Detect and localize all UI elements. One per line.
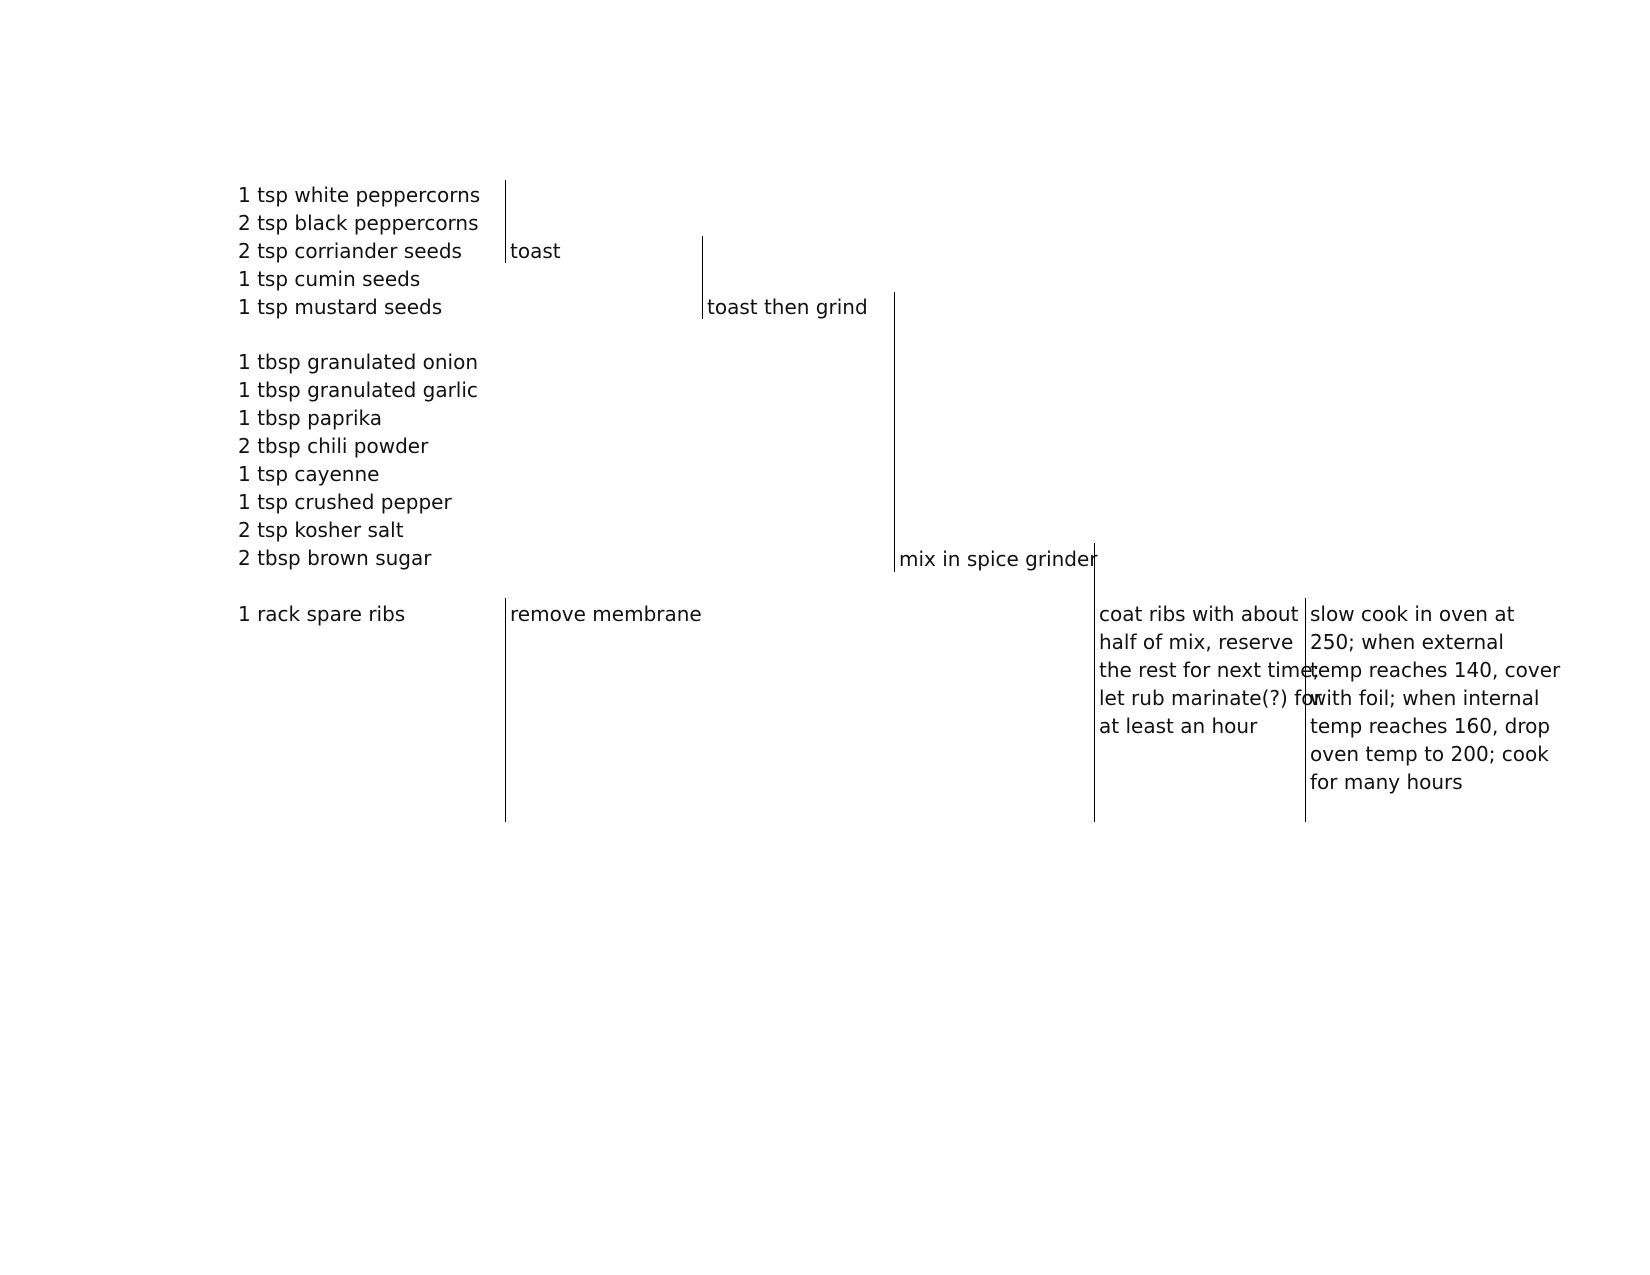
bracket-line-mix [894, 292, 895, 572]
ingredients-group-spices [238, 181, 480, 321]
ingredient-line: 1 tsp white peppercorns [238, 183, 481, 207]
ingredient-line: 1 tbsp paprika [238, 406, 383, 430]
step-line: temp reaches 140, cover [1310, 658, 1561, 682]
ingredient-line: 1 tbsp granulated onion [238, 350, 479, 374]
ingredient-line: 1 rack spare ribs [238, 602, 406, 626]
ingredient-line: 2 tbsp brown sugar [238, 546, 432, 570]
step-line: temp reaches 160, drop [1310, 714, 1551, 738]
step-line: slow cook in oven at [1310, 602, 1515, 626]
step-mix-in-spice-grinder: mix in spice grinder [899, 547, 1098, 571]
ingredient-line: 1 tsp cumin seeds [238, 267, 421, 291]
step-line: let rub marinate(?) for [1099, 686, 1322, 710]
step-toast: toast [510, 239, 561, 263]
step-line: oven temp to 200; cook [1310, 742, 1549, 766]
ingredient-line: 1 tsp cayenne [238, 462, 380, 486]
step-line: at least an hour [1099, 714, 1258, 738]
step-line: the rest for next time; [1099, 658, 1320, 682]
step-line: coat ribs with about [1099, 602, 1299, 626]
ingredients-group-ribs [238, 600, 405, 628]
ingredient-line: 2 tbsp chili powder [238, 434, 429, 458]
step-toast-then-grind: toast then grind [707, 295, 868, 319]
ingredients-group-seasonings [238, 348, 478, 572]
ingredient-line: 1 tsp mustard seeds [238, 295, 443, 319]
step-line: half of mix, reserve [1099, 630, 1294, 654]
step-remove-membrane: remove membrane [510, 602, 702, 626]
step-line: with foil; when internal [1310, 686, 1540, 710]
ingredient-line: 2 tsp corriander seeds [238, 239, 462, 263]
bracket-line-membrane [505, 598, 506, 822]
ingredient-line: 1 tbsp granulated garlic [238, 378, 478, 402]
step-line: 250; when external [1310, 630, 1504, 654]
ingredient-line: 2 tsp black peppercorns [238, 211, 479, 235]
ingredient-line: 2 tsp kosher salt [238, 518, 404, 542]
bracket-line-toast [505, 180, 506, 263]
bracket-line-toast-grind [702, 236, 703, 319]
bracket-line-coat [1094, 543, 1095, 822]
step-line: for many hours [1310, 770, 1463, 794]
ingredient-line: 1 tsp crushed pepper [238, 490, 452, 514]
step-slow-cook [1310, 600, 1560, 796]
step-coat-ribs [1099, 600, 1322, 740]
bracket-line-slow-cook [1305, 598, 1306, 822]
